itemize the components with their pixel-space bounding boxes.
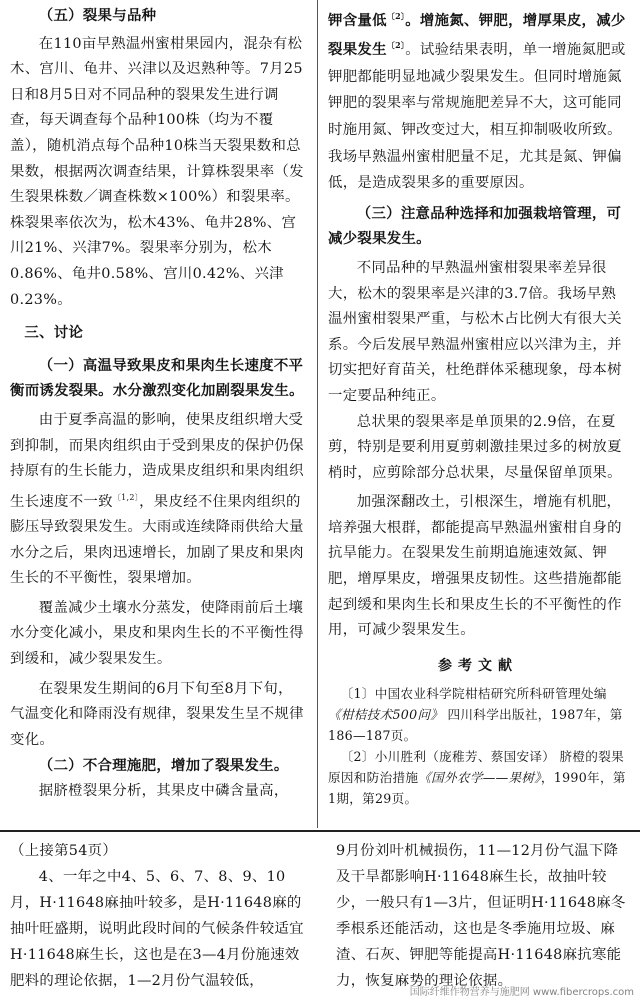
d1-paragraph-2: 覆盖减少土壤水分蒸发，使降雨前后土壤水分变化减小，果皮和果肉生长的不平衡性得到缓和，减少裂果发生。: [10, 599, 304, 668]
left-column: [10, 4, 306, 805]
d2-continuation: [328, 4, 628, 197]
citation-2b: 〔2〕: [386, 40, 406, 51]
citation-1-2: 〔1,2〕: [112, 492, 140, 502]
references-heading: 参考文献: [438, 657, 518, 674]
d1-paragraph-1: [10, 408, 306, 592]
column-divider: [317, 0, 318, 828]
bottom-right-column: [336, 838, 628, 994]
right-column: [328, 4, 628, 809]
d1-paragraph-3: 在裂果发生期间的6月下旬至8月下旬，气温变化和降雨没有规律，裂果发生呈不规律变化。: [10, 680, 304, 748]
ref2-b: ，1990年，第1期，第29页。: [328, 770, 626, 807]
section5-heading: （五）裂果与品种: [38, 8, 157, 24]
d3-paragraph-3: 加强深翻改土，引根深生，增施有机肥，培养强大根群，都能提高早熟温州蜜柑自身的抗旱能力。在裂果发生前期追施速效氮、钾肥，增厚果皮，增强果皮韧性。这些措施都能起到缓和果肉生长和果皮生长的不平衡性的作用，可减少裂果发生。: [328, 494, 622, 639]
d2-cont-a: 钾含量低: [328, 11, 387, 29]
d3-paragraph-1: 不同品种的早熟温州蜜柑裂果率差异很大，松木的裂果率是兴津的3.7倍。我场早熟温州蜜柑裂果严重，与松木占比例大有很大关系。今后发展早熟温州蜜柑应以兴津为主，并切实把好育苗关，杜绝群体采穗现象，母本树一定要品种纯正。: [328, 259, 622, 404]
section5-paragraph: 在110亩早熟温州蜜柑果园内，混杂有松木、宫川、龟井、兴津以及迟熟种等。7月25日和8月5日对不同品种的裂果发生进行调查，每天调查每个品种100株（均为不覆盖），随机消点每个品种10株当天裂果数和总果数，根据两次调查结果，计算株裂果率（发生裂果株数／调查株数×100%）和裂果率。株裂果率依次为，松木43%、龟井28%、宫川21%、兴津7%。裂果率分别为，松木0.86%、龟井0.58%、宫川0.42%、兴津0.23%。: [10, 35, 304, 308]
bottom-left-text: 4、一年之中4、5、6、7、8、9、10月，H·11648麻抽叶较多，是H·11648麻的抽叶旺盛期，说明此段时间的气候条件较适宜H·11648麻生长，这也是在3—4月份施速效肥料的理论依据，1—2月份气温较低，: [10, 869, 304, 989]
section-divider: [0, 830, 640, 832]
reference-1: [328, 683, 628, 746]
d1-p1-text: 由于夏季高温的影响，使果皮组织增大受到抑制，而果肉组织由于受到果皮的保护仍保持原有的生长能力，造成果皮组织和果肉组织生长速度不一致: [10, 411, 304, 510]
watermark: 国际纤维作物营养与施肥网 www.fibercrops.com: [409, 987, 634, 998]
ref2-a: 〔2〕小川胜利（庞稚芳、蔡国安译） 脐橙的裂果原因和防治措施: [328, 749, 624, 786]
d3-heading: （三）注意品种选择和加强栽培管理，可减少裂果发生。: [328, 204, 622, 248]
d2-heading: （二）不合理施肥，增加了裂果发生。: [38, 757, 289, 775]
d2-cont-b: 。增施氮、钾肥，增厚果皮，减少裂果发生: [328, 11, 626, 59]
d2-cont-c: 。试验结果表明，单一增施氮肥或钾肥都能明显地减少裂果发生。但同时增施氮钾肥的裂果率与常规施肥差异不大，这可能同时施用氮、钾改变过大，相互抑制吸收所致。我场早熟温州蜜柑肥量不足，尤其是氮、钾偏低，是造成裂果多的重要原因。: [328, 42, 626, 192]
bottom-left-column: [10, 838, 306, 994]
d1-heading: （一）高温导致果皮和果肉生长速度不平衡而诱发裂果。水分激烈变化加剧裂果发生。: [10, 356, 304, 400]
discussion-heading: 三、讨论: [24, 325, 84, 342]
ref1-a: 〔1〕中国农业科学院柑桔研究所科研管理处编: [340, 686, 607, 702]
d2-paragraph-1: 据脐橙裂果分析，其果皮中磷含量高，: [38, 783, 289, 800]
d1-p1-rest: ，果皮经不住果肉组织的膨压导致裂果发生。大雨或连续降雨供给大量水分之后，果肉迅速增长，加剧了果皮和果肉生长的不平衡性，裂果增加。: [10, 493, 304, 587]
citation-2a: 〔2〕: [386, 11, 406, 21]
ref2-title: 《国外农学——果树》: [418, 770, 541, 786]
continued-note: （上接第54页）: [10, 843, 118, 859]
ref1-b: 四川科学出版社，1987年，第186—187页。: [328, 707, 623, 744]
ref1-title: 《柑桔技术500问》: [328, 707, 444, 723]
d3-paragraph-2: 总状果的裂果率是单顶果的2.9倍，在夏剪，特别是要利用夏剪刺激挂果过多的树放夏梢时，应剪除部分总状果，尽量保留单顶果。: [328, 413, 622, 481]
reference-2: [328, 746, 628, 809]
bottom-right-text: 9月份刘叶机械损伤，11—12月份气温下降及干旱都影响H·11648麻生长，故抽叶较少，一般只有1—3片，但证明H·11648麻冬季根系还能活动，这也是冬季施用垃圾、麻渣、石灰、钾肥等能提高H·11648麻抗寒能力，恢复麻势的理论依据。: [336, 843, 626, 989]
